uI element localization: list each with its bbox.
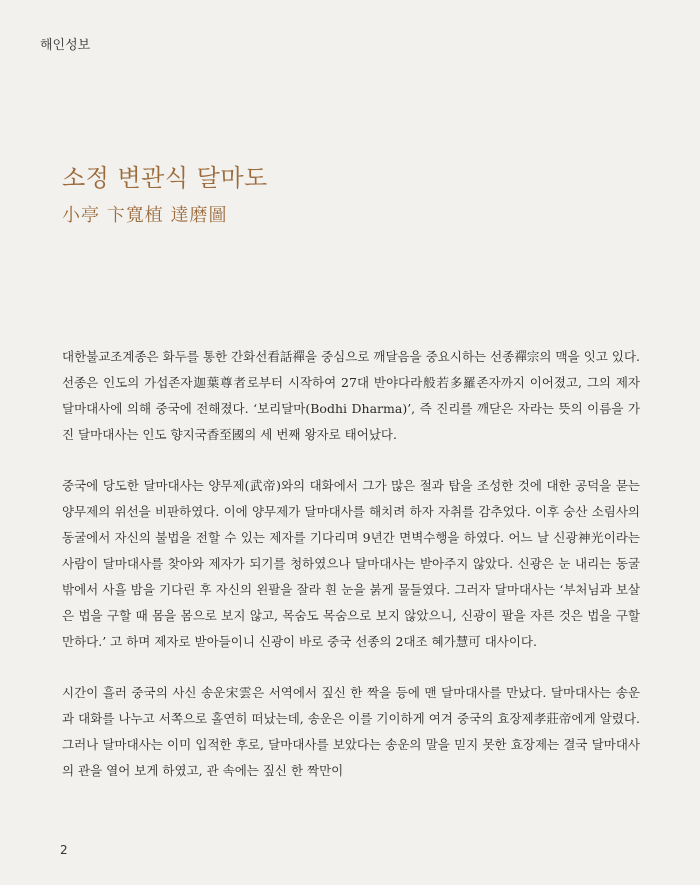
publication-name: 해인성보 <box>40 38 91 53</box>
article-title-block <box>62 163 268 227</box>
paragraph: 대한불교조계종은 화두를 통한 간화선看話禪을 중심으로 깨달음을 중요시하는 선종禪宗의 맥을 잇고 있다. 선종은 인도의 가섭존자迦葉尊者로부터 시작하여 27대 반야다라般若多羅존자까지 이어졌고, 그의 제자 달마대사에 의해 중국에 전해졌다. ‘보리달마(Bodhi Dharma)’, 즉 진리를 깨닫은 자라는 뜻의 이름을 가진 달마대사는 인도 향지국香至國의 세 번째 왕자로 태어났다. <box>62 349 640 442</box>
article-body <box>62 344 640 809</box>
paragraph: 시간이 흘러 중국의 사신 송운宋雲은 서역에서 짚신 한 짝을 등에 맨 달마대사를 만났다. 달마대사는 송운과 대화를 나누고 서쪽으로 홀연히 떠났는데, 송운은 이를 기이하게 여겨 중국의 효장제孝莊帝에게 알렸다. 그러나 달마대사는 이미 입적한 후로, 달마대사를 보았다는 송운의 말을 믿지 못한 효장제는 결국 달마대사의 관을 열어 보게 하였고, 관 속에는 짚신 한 짝만이 <box>62 685 640 778</box>
article-title-hanja: 小亭 卞寬植 達磨圖 <box>62 205 228 226</box>
article-title: 소정 변관식 달마도 <box>62 164 268 192</box>
page-number: 2 <box>60 843 68 857</box>
paragraph: 중국에 당도한 달마대사는 양무제(武帝)와의 대화에서 그가 많은 절과 탑을 조성한 것에 대한 공덕을 묻는 양무제의 위선을 비판하였다. 이에 양무제가 달마대사를 해치려 하자 자취를 감추었다. 이후 숭산 소림사의 동굴에서 자신의 불법을 전할 수 있는 제자를 기다리며 9년간 면벽수행을 하였다. 어느 날 신광神光이라는 사람이 달마대사를 찾아와 제자가 되기를 청하였으나 달마대사는 받아주지 않았다. 신광은 눈 내리는 동굴 밖에서 사흘 밤을 기다린 후 자신의 왼팔을 잘라 흰 눈을 붉게 물들였다. 그러자 달마대사는 ‘부처님과 보살은 법을 구할 때 몸을 몸으로 보지 않고, 목숨도 목숨으로 보지 않았으니, 신광이 팔을 자른 것은 법을 구할 만하다.’ 고 하며 제자로 받아들이니 신광이 바로 중국 선종의 2대조 혜가慧可 대사이다. <box>62 478 640 649</box>
